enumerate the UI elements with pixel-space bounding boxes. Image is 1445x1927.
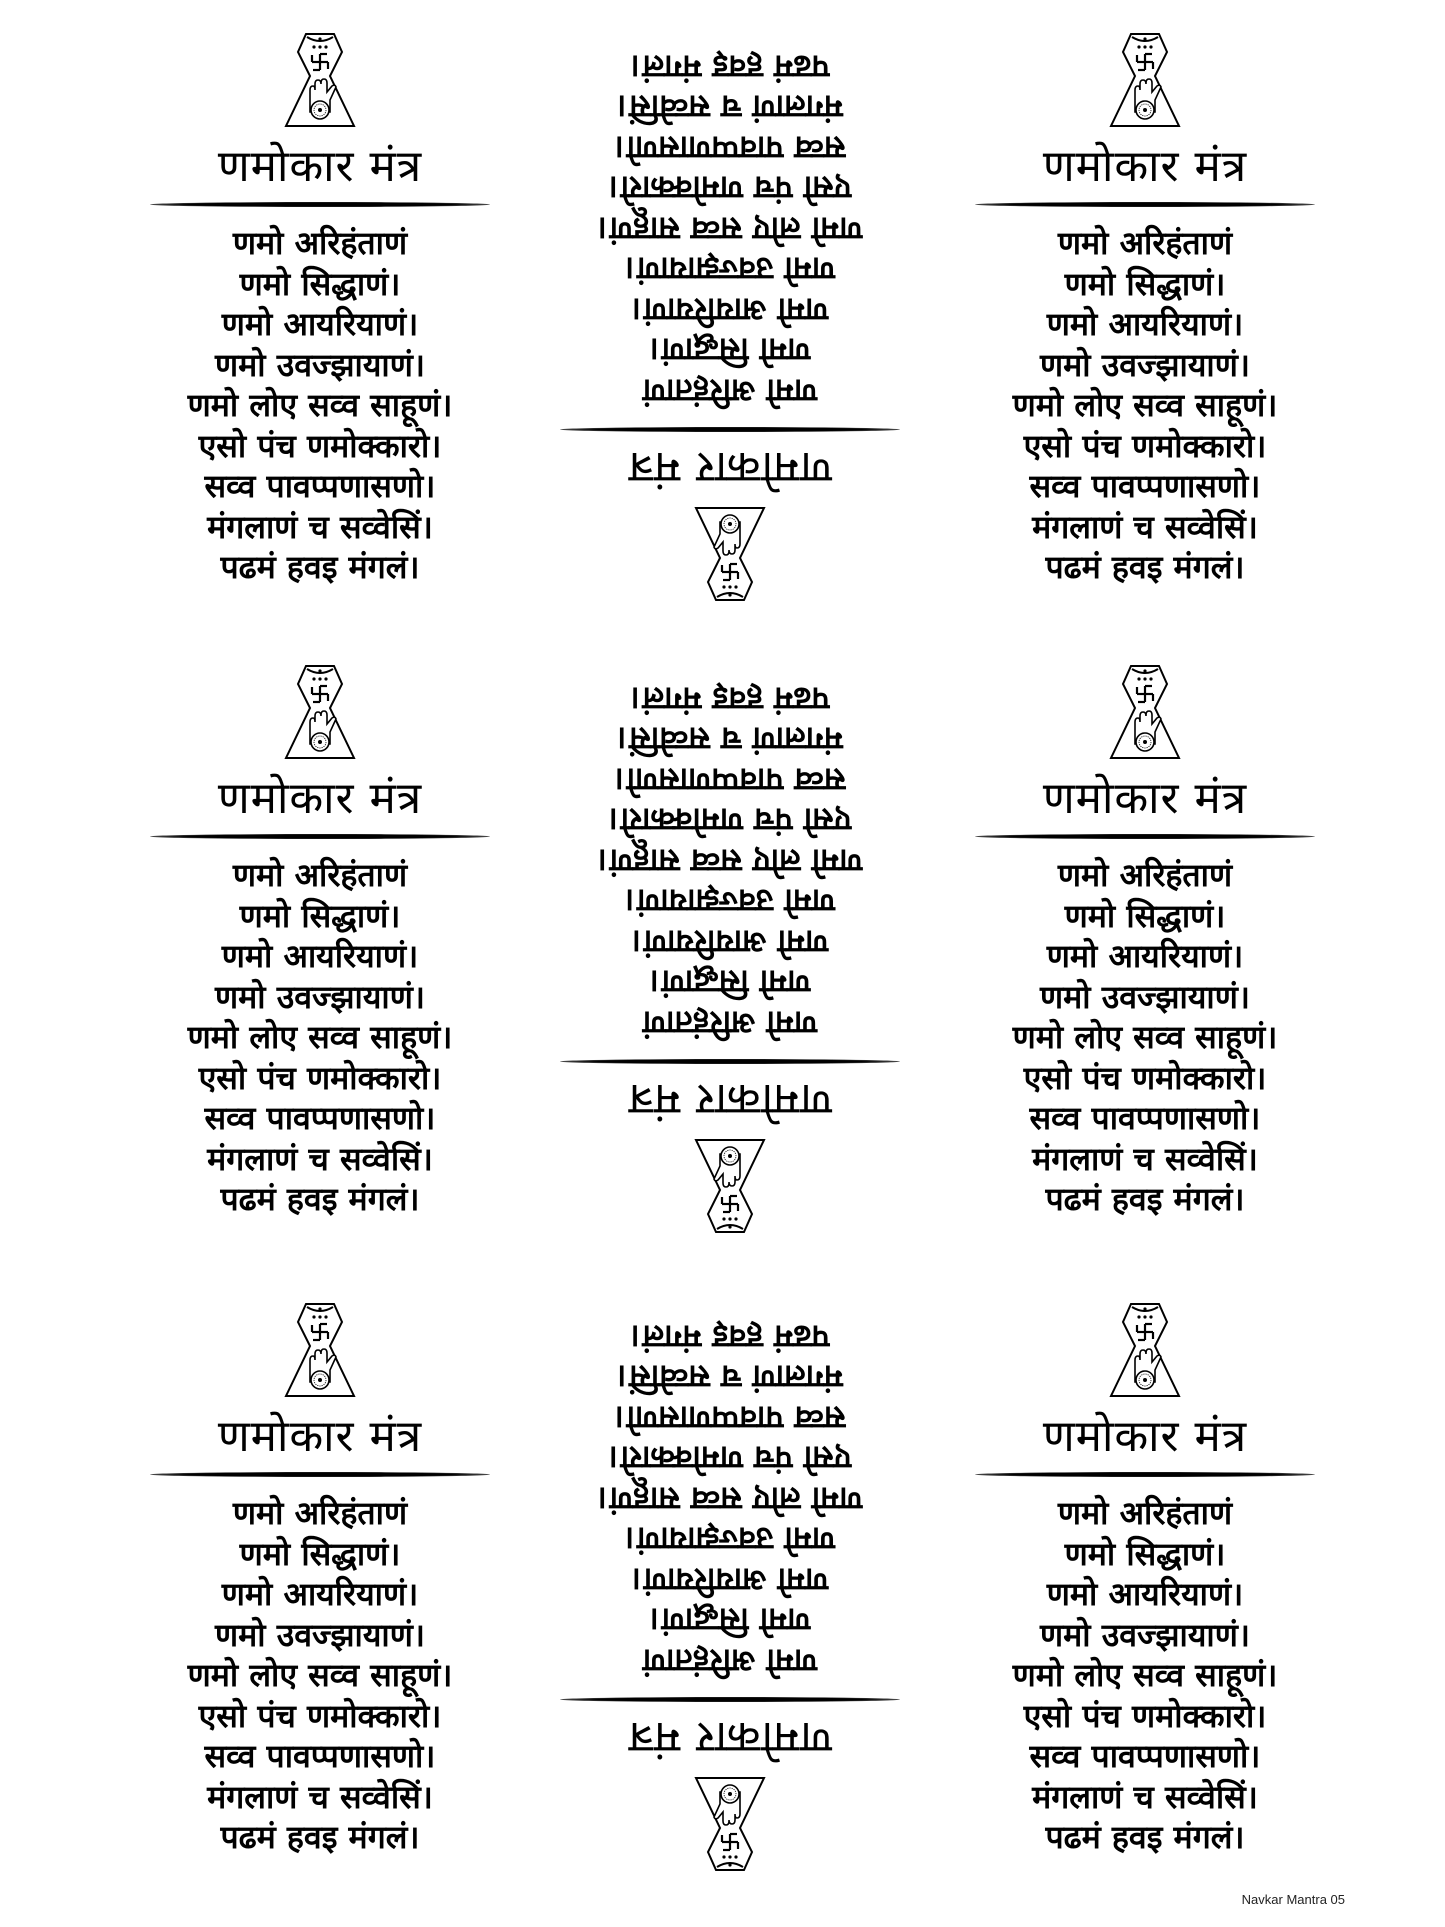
mantra-line: सव्व पावप्पणासणो।	[1029, 1737, 1261, 1775]
mantra-line: णमो अरिहंताणं	[232, 1494, 408, 1532]
jain-emblem-icon	[1105, 30, 1185, 130]
mantra-line: णमो उवज्झायाणं।	[1040, 345, 1250, 384]
mantra-line: सव्व पावप्पणासणो।	[614, 761, 846, 799]
mantra-line: णमो सिद्धाणं।	[1064, 264, 1226, 303]
mantra-line: सव्व पावप्पणासणो।	[204, 467, 436, 505]
mantra-title: णमोकार मंत्र	[627, 442, 833, 493]
mantra-line: पढमं हवइ मंगलं।	[1045, 1180, 1245, 1218]
mantra-line: णमो अरिहंताणं	[1057, 856, 1233, 894]
mantra-line: णमो सिद्धाणं।	[649, 1601, 811, 1640]
mantra-lines	[188, 855, 453, 1220]
mantra-line: एसो पंच णमोक्कारो।	[608, 169, 852, 208]
divider	[150, 834, 490, 839]
mantra-line: मंगलाणं च सव्वेसिं।	[617, 720, 843, 759]
mantra-card-r2-c3	[945, 644, 1345, 1254]
mantra-lines	[188, 223, 453, 588]
mantra-lines	[598, 1317, 863, 1682]
mantra-line: णमो अरिहंताणं	[232, 856, 408, 894]
mantra-line: णमो लोए सव्व साहूणं।	[1012, 386, 1278, 424]
mantra-line: मंगलाणं च सव्वेसिं।	[207, 507, 433, 546]
mantra-line: णमो आयरियाणं।	[631, 923, 829, 961]
jain-emblem-icon	[280, 1300, 360, 1400]
mantra-line: णमो सिद्धाणं।	[239, 264, 401, 303]
mantra-line: णमो लोए सव्व साहूणं।	[187, 386, 453, 424]
mantra-lines	[188, 1493, 453, 1858]
mantra-line: णमो अरिहंताणं	[642, 1642, 818, 1680]
mantra-line: मंगलाणं च सव्वेसिं।	[1032, 1777, 1258, 1816]
mantra-card-r1-c2-upside-down	[530, 12, 930, 622]
mantra-line: णमो आयरियाणं।	[1046, 1575, 1244, 1613]
mantra-line: णमो आयरियाणं।	[221, 1575, 419, 1613]
mantra-card-r2-c1	[120, 644, 520, 1254]
divider	[975, 202, 1315, 207]
mantra-line: णमो उवज्झायाणं।	[1040, 977, 1250, 1016]
mantra-line: णमो सिद्धाणं।	[239, 1534, 401, 1573]
mantra-line: णमो सिद्धाणं।	[649, 331, 811, 370]
mantra-line: णमो लोए सव्व साहूणं।	[597, 842, 863, 880]
mantra-line: एसो पंच णमोक्कारो।	[198, 1058, 442, 1097]
mantra-line: णमो अरिहंताणं	[1057, 1494, 1233, 1532]
mantra-line: णमो आयरियाणं।	[221, 937, 419, 975]
mantra-card-r3-c3	[945, 1282, 1345, 1892]
mantra-line: णमो उवज्झायाणं।	[215, 345, 425, 384]
jain-emblem-icon	[690, 1774, 770, 1874]
mantra-line: णमो आयरियाणं।	[221, 305, 419, 343]
divider	[560, 1697, 900, 1702]
mantra-line: णमो सिद्धाणं।	[649, 963, 811, 1002]
mantra-line: णमो उवज्झायाणं।	[215, 977, 425, 1016]
mantra-line: एसो पंच णमोक्कारो।	[608, 801, 852, 840]
mantra-title: णमोकार मंत्र	[1042, 1411, 1248, 1462]
footer-label: Navkar Mantra 05	[1241, 1892, 1345, 1907]
mantra-line: मंगलाणं च सव्वेसिं।	[1032, 1139, 1258, 1178]
mantra-title: णमोकार मंत्र	[1042, 141, 1248, 192]
divider	[150, 202, 490, 207]
mantra-line: णमो अरिहंताणं	[232, 224, 408, 262]
mantra-line: एसो पंच णमोक्कारो।	[198, 426, 442, 465]
mantra-lines	[1013, 1493, 1278, 1858]
jain-emblem-icon	[690, 504, 770, 604]
mantra-line: एसो पंच णमोक्कारो।	[1023, 426, 1267, 465]
mantra-line: एसो पंच णमोक्कारो।	[198, 1696, 442, 1735]
mantra-line: णमो लोए सव्व साहूणं।	[1012, 1018, 1278, 1056]
mantra-line: णमो आयरियाणं।	[631, 1561, 829, 1599]
mantra-line: णमो अरिहंताणं	[642, 372, 818, 410]
mantra-line: सव्व पावप्पणासणो।	[1029, 467, 1261, 505]
mantra-line: णमो सिद्धाणं।	[1064, 1534, 1226, 1573]
mantra-card-r3-c2-upside-down	[530, 1282, 930, 1892]
mantra-card-r1-c1	[120, 12, 520, 622]
mantra-lines	[1013, 855, 1278, 1220]
mantra-line: मंगलाणं च सव्वेसिं।	[617, 1358, 843, 1397]
mantra-card-r3-c1	[120, 1282, 520, 1892]
mantra-line: णमो लोए सव्व साहूणं।	[597, 210, 863, 248]
mantra-line: णमो लोए सव्व साहूणं।	[597, 1480, 863, 1518]
mantra-line: एसो पंच णमोक्कारो।	[608, 1439, 852, 1478]
mantra-line: णमो सिद्धाणं।	[1064, 896, 1226, 935]
mantra-line: एसो पंच णमोक्कारो।	[1023, 1696, 1267, 1735]
mantra-line: णमो उवज्झायाणं।	[215, 1615, 425, 1654]
mantra-lines	[598, 679, 863, 1044]
mantra-line: पढमं हवइ मंगलं।	[630, 48, 830, 86]
mantra-line: सव्व पावप्पणासणो।	[614, 129, 846, 167]
mantra-line: पढमं हवइ मंगलं।	[220, 548, 420, 586]
mantra-line: सव्व पावप्पणासणो।	[204, 1099, 436, 1137]
divider	[975, 1472, 1315, 1477]
mantra-line: णमो आयरियाणं।	[1046, 305, 1244, 343]
mantra-line: एसो पंच णमोक्कारो।	[1023, 1058, 1267, 1097]
divider	[560, 427, 900, 432]
mantra-card-r1-c3	[945, 12, 1345, 622]
mantra-line: पढमं हवइ मंगलं।	[220, 1818, 420, 1856]
mantra-line: णमो उवज्झायाणं।	[625, 882, 835, 921]
mantra-title: णमोकार मंत्र	[217, 1411, 423, 1462]
mantra-card-r2-c2-upside-down	[530, 644, 930, 1254]
mantra-line: णमो लोए सव्व साहूणं।	[1012, 1656, 1278, 1694]
mantra-line: णमो लोए सव्व साहूणं।	[187, 1018, 453, 1056]
mantra-line: णमो आयरियाणं।	[631, 291, 829, 329]
mantra-line: पढमं हवइ मंगलं।	[1045, 548, 1245, 586]
mantra-line: सव्व पावप्पणासणो।	[204, 1737, 436, 1775]
mantra-line: णमो अरिहंताणं	[1057, 224, 1233, 262]
mantra-title: णमोकार मंत्र	[217, 773, 423, 824]
mantra-line: पढमं हवइ मंगलं।	[220, 1180, 420, 1218]
mantra-line: पढमं हवइ मंगलं।	[630, 1318, 830, 1356]
mantra-line: पढमं हवइ मंगलं।	[630, 680, 830, 718]
mantra-title: णमोकार मंत्र	[217, 141, 423, 192]
jain-emblem-icon	[280, 662, 360, 762]
jain-emblem-icon	[280, 30, 360, 130]
jain-emblem-icon	[690, 1136, 770, 1236]
mantra-line: णमो अरिहंताणं	[642, 1004, 818, 1042]
mantra-title: णमोकार मंत्र	[627, 1712, 833, 1763]
mantra-line: पढमं हवइ मंगलं।	[1045, 1818, 1245, 1856]
mantra-line: सव्व पावप्पणासणो।	[614, 1399, 846, 1437]
mantra-line: मंगलाणं च सव्वेसिं।	[207, 1139, 433, 1178]
mantra-line: सव्व पावप्पणासणो।	[1029, 1099, 1261, 1137]
mantra-line: मंगलाणं च सव्वेसिं।	[617, 88, 843, 127]
mantra-line: मंगलाणं च सव्वेसिं।	[1032, 507, 1258, 546]
mantra-line: णमो उवज्झायाणं।	[1040, 1615, 1250, 1654]
divider	[975, 834, 1315, 839]
mantra-lines	[1013, 223, 1278, 588]
mantra-line: णमो सिद्धाणं।	[239, 896, 401, 935]
jain-emblem-icon	[1105, 662, 1185, 762]
mantra-line: णमो उवज्झायाणं।	[625, 1520, 835, 1559]
mantra-line: णमो आयरियाणं।	[1046, 937, 1244, 975]
mantra-line: णमो उवज्झायाणं।	[625, 250, 835, 289]
divider	[150, 1472, 490, 1477]
mantra-lines	[598, 47, 863, 412]
divider	[560, 1059, 900, 1064]
jain-emblem-icon	[1105, 1300, 1185, 1400]
mantra-line: मंगलाणं च सव्वेसिं।	[207, 1777, 433, 1816]
mantra-title: णमोकार मंत्र	[1042, 773, 1248, 824]
mantra-line: णमो लोए सव्व साहूणं।	[187, 1656, 453, 1694]
mantra-title: णमोकार मंत्र	[627, 1074, 833, 1125]
